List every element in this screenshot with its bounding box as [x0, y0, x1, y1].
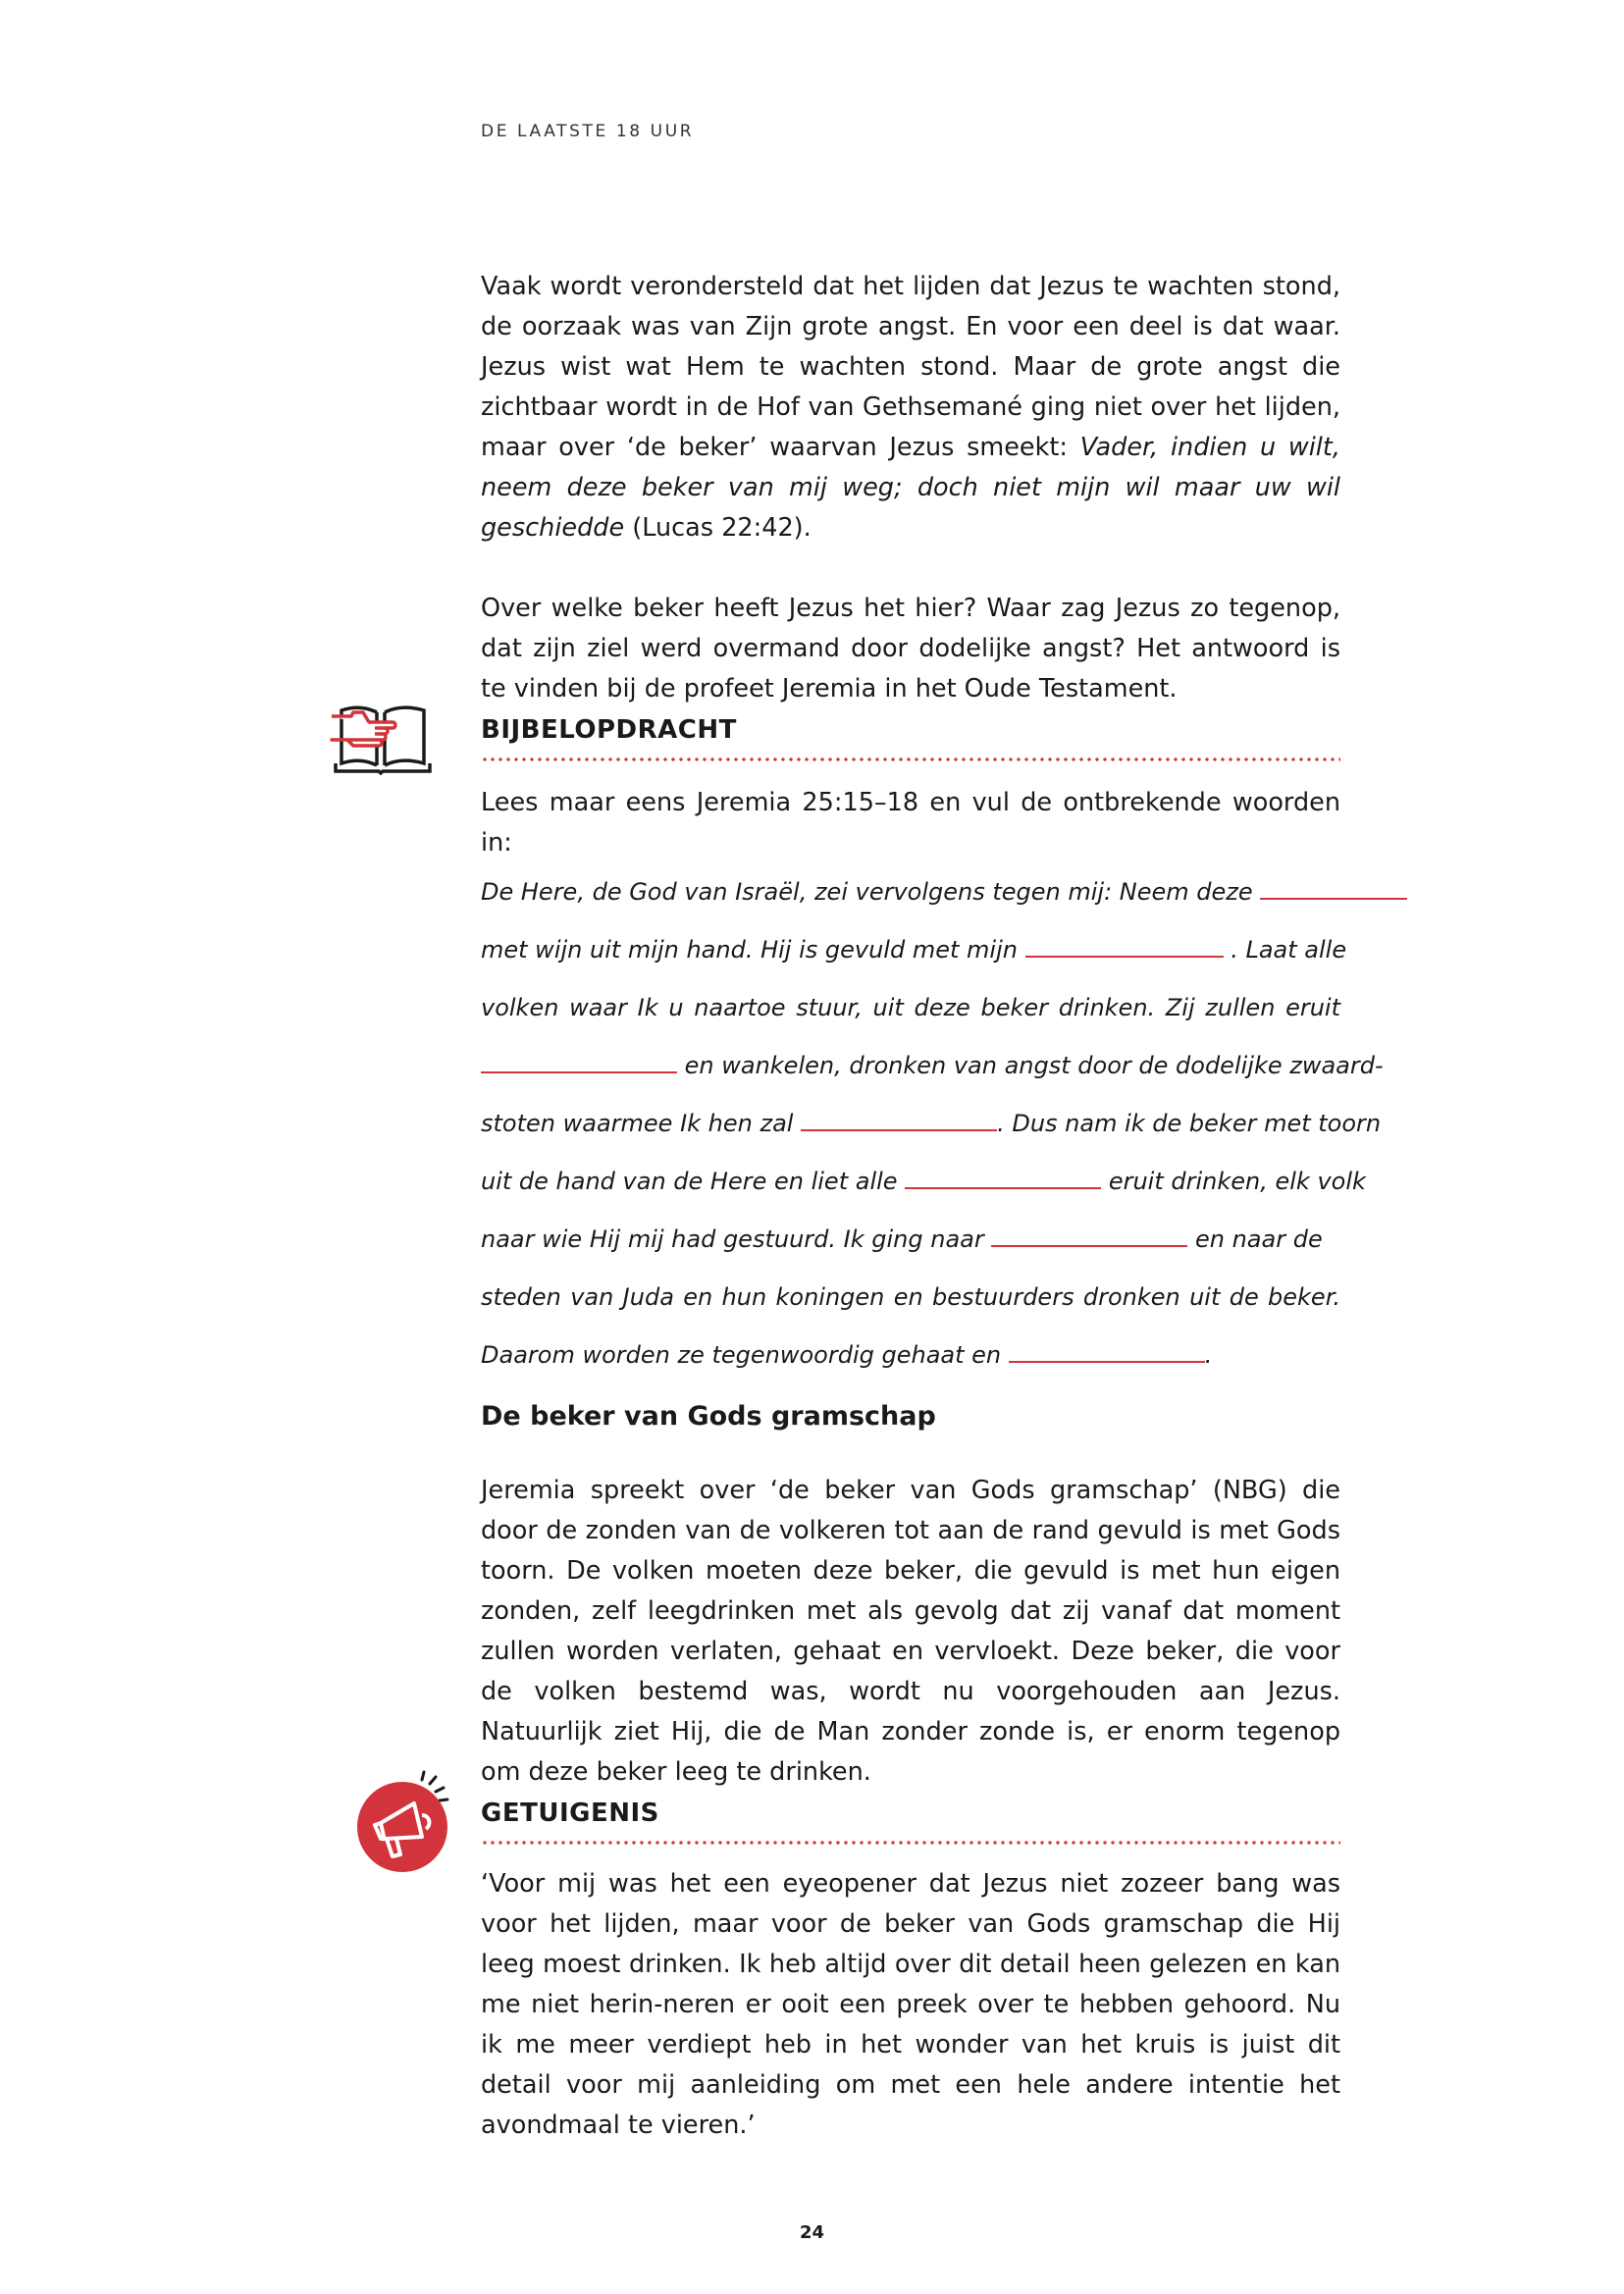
exercise-text: . Laat alle — [1223, 936, 1347, 964]
section-heading: De beker van Gods gramschap — [481, 1401, 936, 1432]
exercise-text: naar wie Hij mij had gestuurd. Ik ging naar — [481, 1225, 992, 1253]
answer-blank[interactable] — [1009, 1341, 1205, 1363]
dotted-divider — [481, 757, 1340, 761]
exercise-text: De Here, de God van Israël, zei vervolgens tegen mij: Neem deze — [481, 878, 1261, 906]
exercise-instruction: Lees maar eens Jeremia 25:15–18 en vul de ontbrekende woorden in: — [481, 788, 1340, 858]
fill-in-exercise — [481, 863, 1384, 1384]
bible-quote: Vader, indien u wilt, neem deze beker van mij weg; doch niet mijn wil maar uw wil geschiedde — [481, 433, 1340, 543]
exercise-text: . Dus nam ik de beker met toorn — [997, 1110, 1382, 1137]
section-body: Jeremia spreekt over ‘de beker van Gods gramschap’ (NBG) die door de zonden van de volkeren tot aan de rand gevuld is met Gods toorn. De volken moeten deze beker, die gevuld is met hun eigen zonden, zelf leegdrinken met als gevolg dat zij vanaf dat moment zullen worden verlaten, gehaat en vervloekt. Deze beker, die voor de volken bestemd was, wordt nu voorgehouden aan Jezus. Natuurlijk ziet Hij, die de Man zonder zonde is, er enorm tegenop om deze beker leeg te drinken. — [481, 1476, 1340, 1787]
intro-text: Vaak wordt verondersteld dat het lijden dat Jezus te wachten stond, de oorzaak was van Zijn grote angst. En voor een deel is dat waar. Jezus wist wat Hem te wachten stond. Maar de grote angst die zichtbaar wordt in de Hof van Gethsemané ging niet over het lijden, maar over ‘de beker’ waarvan Jezus smeekt: — [481, 272, 1340, 462]
exercise-line — [481, 979, 1340, 1037]
gramschap-section — [481, 1401, 1340, 1793]
exercise-text: en naar de — [1187, 1225, 1323, 1253]
answer-blank[interactable] — [801, 1110, 997, 1131]
exercise-line — [481, 1269, 1340, 1327]
intro-paragraph-1 — [481, 267, 1340, 548]
exercise-text: volken waar Ik u naartoe stuur, uit deze beker drinken. Zij zullen eruit — [481, 994, 1340, 1021]
exercise-text: Daarom worden ze tegenwoordig gehaat en — [481, 1341, 1009, 1369]
exercise-text: en wankelen, dronken van angst door de dodelijke zwaard- — [677, 1052, 1384, 1079]
page-number: 24 — [799, 2222, 825, 2243]
answer-blank[interactable] — [905, 1168, 1101, 1189]
bijbelopdracht-section — [481, 714, 1384, 1384]
exercise-text: stoten waarmee Ik hen zal — [481, 1110, 802, 1137]
exercise-line — [481, 1211, 1340, 1269]
dotted-divider — [481, 1841, 1340, 1845]
getuigenis-section — [481, 1798, 1340, 2146]
exercise-line — [481, 1095, 1382, 1153]
exercise-line — [481, 863, 1340, 921]
exercise-line — [481, 1327, 1340, 1384]
answer-blank[interactable] — [481, 1052, 677, 1073]
getuigenis-title: GETUIGENIS — [481, 1799, 659, 1828]
bible-reference: (Lucas 22:42). — [624, 513, 812, 543]
bijbelopdracht-title: BIJBELOPDRACHT — [481, 715, 737, 745]
exercise-text: eruit drinken, elk volk — [1101, 1168, 1366, 1195]
intro — [481, 267, 1340, 709]
exercise-text: uit de hand van de Here en liet alle — [481, 1168, 906, 1195]
exercise-text: met wijn uit mijn hand. Hij is gevuld met mijn — [481, 936, 1025, 964]
intro-paragraph-2: Over welke beker heeft Jezus het hier? Waar zag Jezus zo tegenop, dat zijn ziel werd overmand door dodelijke angst? Het antwoord is te vinden bij de profeet Jeremia in het Oude Testament. — [481, 594, 1340, 704]
hand-pointing-bible-icon — [330, 699, 440, 775]
running-head: DE LAATSTE 18 UUR — [481, 122, 695, 141]
exercise-line — [481, 921, 1347, 979]
answer-blank[interactable] — [1260, 878, 1407, 900]
answer-blank[interactable] — [1025, 936, 1224, 958]
exercise-line — [481, 1037, 1384, 1095]
exercise-line — [481, 1153, 1366, 1211]
getuigenis-body: ‘Voor mij was het een eyeopener dat Jezus niet zozeer bang was voor het lijden, maar voor de beker van Gods gramschap die Hij leeg moest drinken. Ik heb altijd over dit detail heen gelezen en kan me niet herin-neren er ooit een preek over te hebben gehoord. Nu ik me meer verdiept heb in het wonder van het kruis is juist dit detail voor mij aanleiding om met een hele andere intentie het avondmaal te vieren.’ — [481, 1869, 1340, 2140]
exercise-text: . — [1204, 1341, 1213, 1369]
answer-blank[interactable] — [991, 1225, 1187, 1247]
exercise-text: steden van Juda en hun koningen en bestuurders dronken uit de beker. — [481, 1283, 1340, 1311]
megaphone-icon — [353, 1766, 463, 1876]
